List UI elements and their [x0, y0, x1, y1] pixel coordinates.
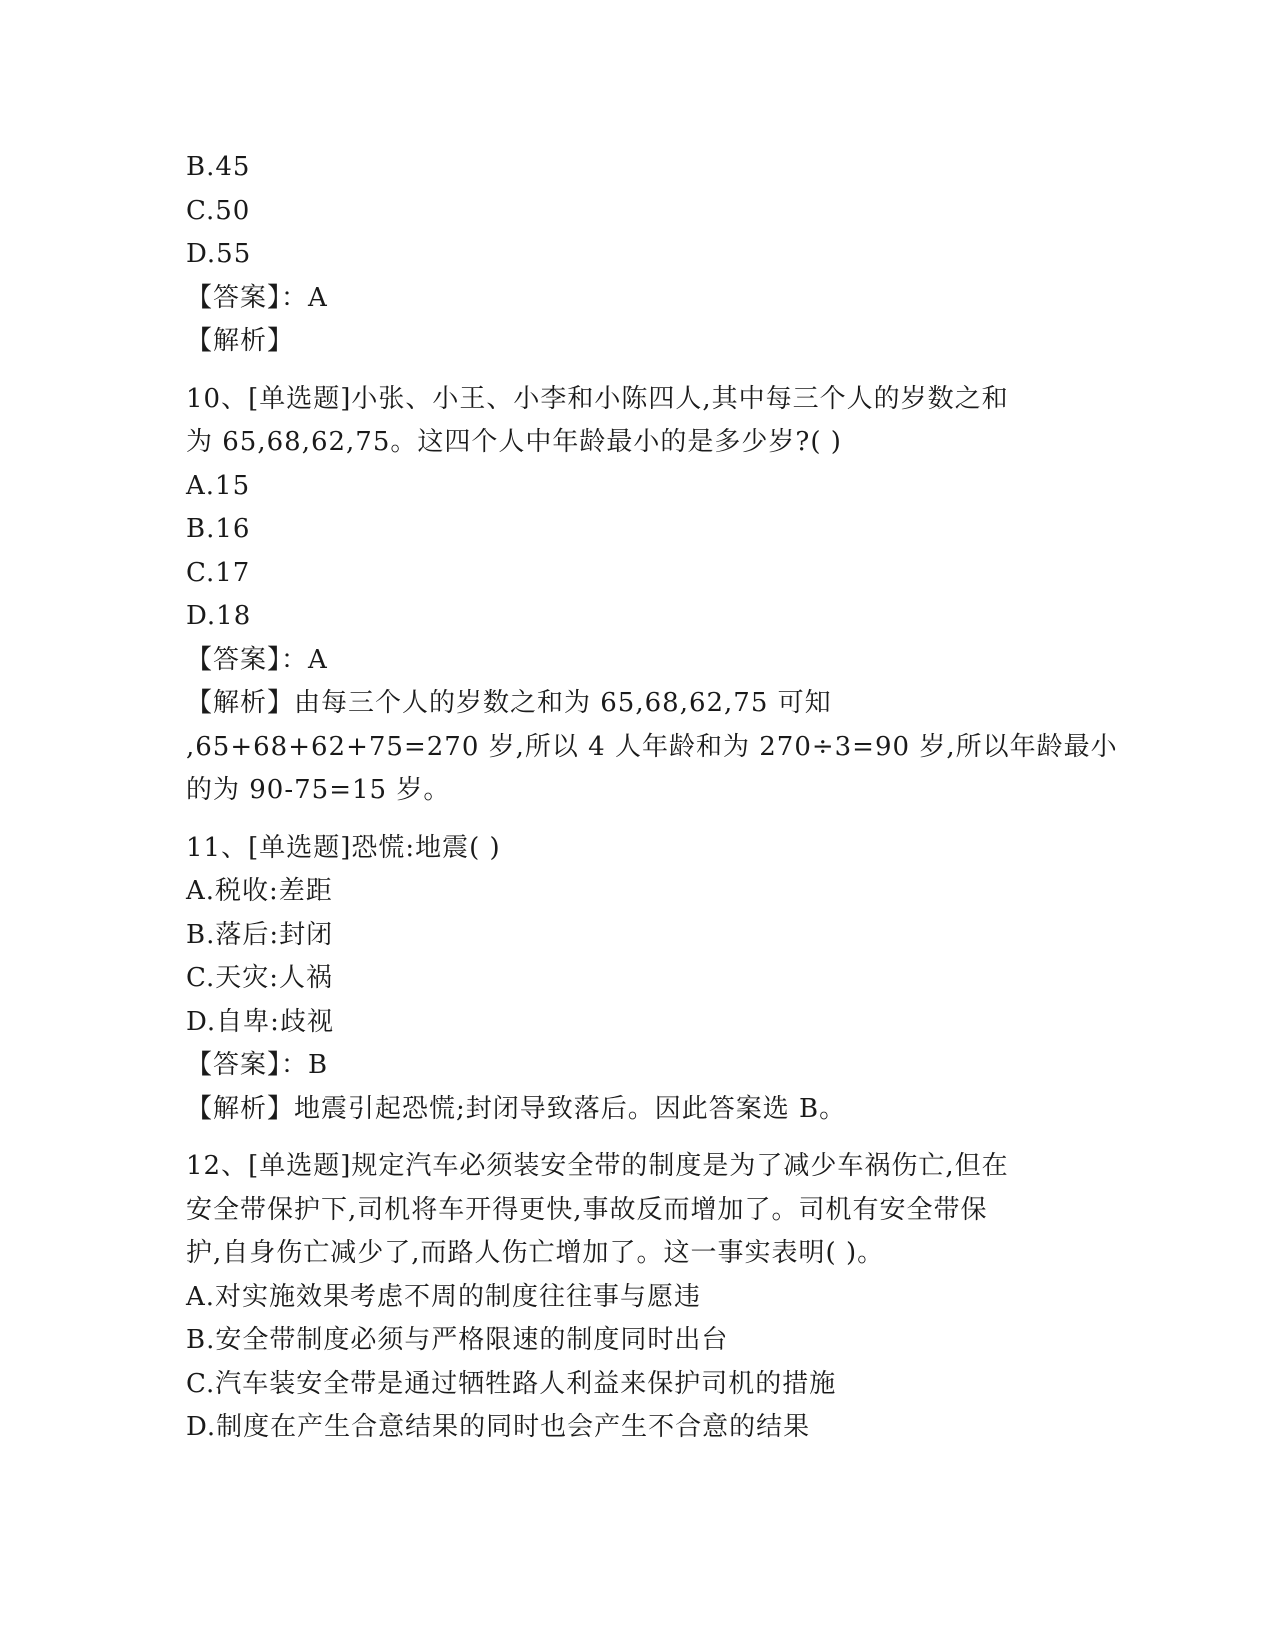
question-stem-line: 11、[单选题]恐慌:地震( )	[186, 832, 501, 863]
analysis: 【解析】	[186, 326, 295, 356]
option-d: D.制度在产生合意结果的同时也会产生不合意的结果	[186, 1412, 811, 1442]
option-a: A.税收:差距	[186, 876, 333, 906]
option-b: B.安全带制度必须与严格限速的制度同时出台	[186, 1325, 729, 1355]
question-12	[186, 1145, 1086, 1450]
option-b: B.45	[186, 152, 251, 182]
analysis-line: 【解析】由每三个人的岁数之和为 65,68,62,75 可知	[186, 688, 832, 718]
option-d: D.自卑:歧视	[186, 1006, 334, 1037]
answer: 【答案】：A	[186, 282, 328, 313]
analysis-line: ,65+68+62+75=270 岁,所以 4 人年龄和为 270÷3=90 岁,所以年龄最小	[186, 731, 1118, 762]
analysis-line: 【解析】地震引起恐慌;封闭导致落后。因此答案选 B。	[186, 1093, 847, 1124]
option-d: D.18	[186, 601, 252, 631]
question-9-tail	[186, 146, 1086, 364]
option-d: D.55	[186, 239, 252, 269]
question-stem-line: 12、[单选题]规定汽车必须装安全带的制度是为了减少车祸伤亡,但在	[186, 1151, 1009, 1181]
question-stem-line: 为 65,68,62,75。这四个人中年龄最小的是多少岁?( )	[186, 427, 842, 457]
option-c: C.17	[186, 557, 251, 588]
question-stem-line: 护,自身伤亡减少了,而路人伤亡增加了。这一事实表明( )。	[186, 1238, 885, 1268]
option-a: A.对实施效果考虑不周的制度往往事与愿违	[186, 1281, 702, 1312]
option-b: B.落后:封闭	[186, 919, 334, 950]
answer: 【答案】：B	[186, 1050, 329, 1080]
question-10	[186, 378, 1118, 813]
option-b: B.16	[186, 514, 251, 544]
option-c: C.天灾:人祸	[186, 963, 333, 993]
question-11	[186, 827, 1086, 1132]
answer: 【答案】：A	[186, 644, 328, 675]
question-stem-line: 安全带保护下,司机将车开得更快,事故反而增加了。司机有安全带保	[186, 1194, 988, 1225]
question-stem-line: 10、[单选题]小张、小王、小李和小陈四人,其中每三个人的岁数之和	[186, 383, 1009, 414]
option-c: C.50	[186, 195, 251, 226]
option-a: A.15	[186, 470, 251, 501]
analysis-line: 的为 90-75=15 岁。	[186, 775, 451, 805]
option-c: C.汽车装安全带是通过牺牲路人利益来保护司机的措施	[186, 1368, 837, 1399]
document-page	[186, 146, 1118, 1450]
